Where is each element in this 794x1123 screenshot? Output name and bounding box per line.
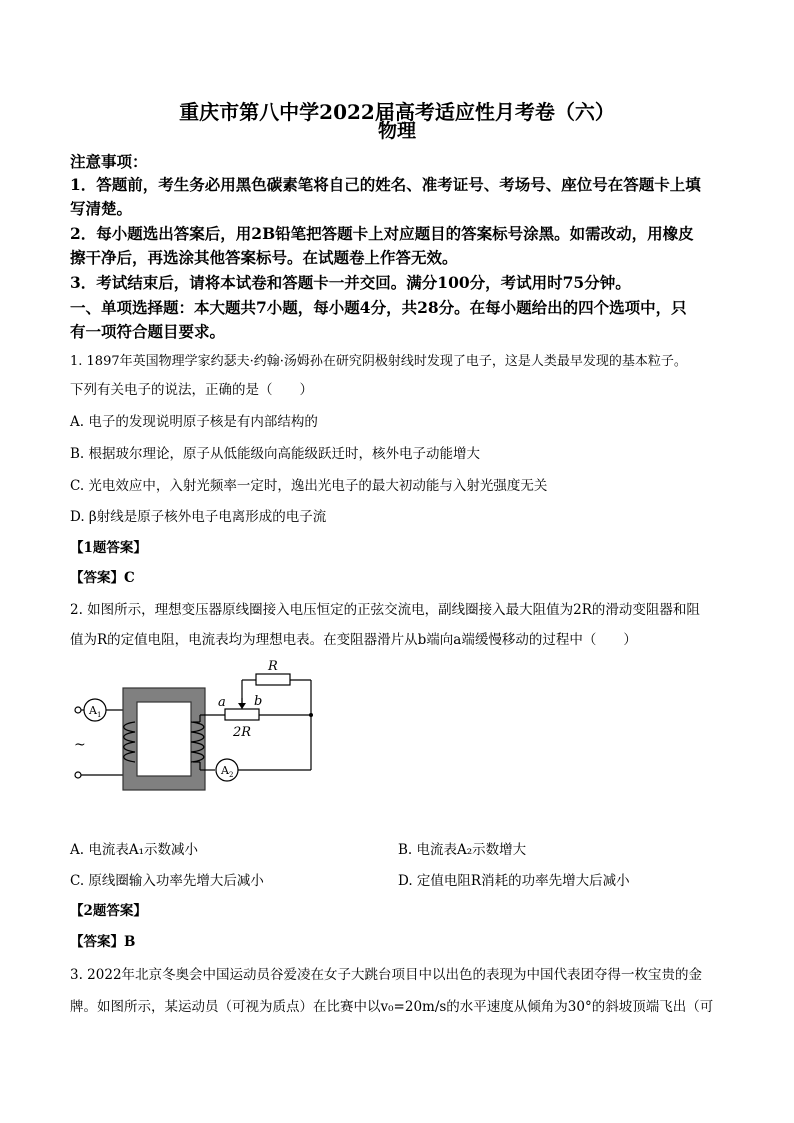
q2-answer-tag: 【2题答案】 <box>70 903 147 919</box>
subject-title: 物理 <box>377 120 416 142</box>
label-a1: A <box>89 704 97 717</box>
terminal-bottom <box>75 772 81 778</box>
section-heading-cont: 有一项符合题目要求。 <box>70 322 226 341</box>
ac-source-icon: ~ <box>74 737 86 753</box>
q1-answer: 【答案】C <box>70 570 135 586</box>
label-2r: 2R <box>233 725 252 740</box>
notice-item-2: 2．每小题选出答案后，用2B铅笔把答题卡上对应题目的答案标号涂黑。如需改动，用橡皮 <box>70 224 694 243</box>
label-r: R <box>268 659 278 674</box>
notice-item-1: 1．答题前，考生务必用黑色碳素笔将自己的姓名、准考证号、考场号、座位号在答题卡上填 <box>70 175 701 194</box>
label-a1-sub: 1 <box>97 711 102 719</box>
slider-arrow <box>238 703 246 709</box>
q3-stem: 3. 2022年北京冬奥会中国运动员谷爱凌在女子大跳台项目中以出色的表现为中国代表团夺得一枚宝贵的金 <box>70 967 703 983</box>
q1-option-c: C. 光电效应中，入射光频率一定时，逸出光电子的最大初动能与入射光强度无关 <box>70 478 548 494</box>
notice-item-1-cont: 写清楚。 <box>70 199 133 218</box>
q2-answer: 【答案】B <box>70 934 136 950</box>
q1-option-b: B. 根据玻尔理论，原子从低能级向高能级跃迁时，核外电子动能增大 <box>70 446 481 462</box>
notice-heading: 注意事项： <box>70 152 148 171</box>
q2-option-a: A. 电流表A₁示数减小 <box>70 842 198 858</box>
q2-circuit-figure <box>70 650 330 800</box>
q2-option-d: D. 定值电阻R消耗的功率先增大后减小 <box>398 873 630 889</box>
resistor-r <box>256 674 290 685</box>
q2-stem-cont: 值为R的定值电阻，电流表均为理想电表。在变阻器滑片从b端向a端缓慢移动的过程中（ ） <box>70 632 637 648</box>
label-a2: A <box>221 764 229 777</box>
notice-item-2-cont: 擦干净后，再选涂其他答案标号。在试题卷上作答无效。 <box>70 248 458 267</box>
q2-option-b: B. 电流表A₂示数增大 <box>398 842 527 858</box>
section-heading: 一、单项选择题：本大题共7小题，每小题4分，共28分。在每小题给出的四个选项中，只 <box>70 298 687 317</box>
q1-answer-tag: 【1题答案】 <box>70 540 147 556</box>
q1-option-d: D. β射线是原子核外电子电离形成的电子流 <box>70 509 327 525</box>
q1-option-a: A. 电子的发现说明原子核是有内部结构的 <box>70 414 318 430</box>
label-a2-sub: 2 <box>229 771 234 779</box>
label-b: b <box>254 694 263 709</box>
q2-stem: 2. 如图所示，理想变压器原线圈接入电压恒定的正弦交流电，副线圈接入最大阻值为2R的滑动变阻器和阻 <box>70 602 700 618</box>
q1-stem-cont: 下列有关电子的说法，正确的是（ ） <box>70 382 313 398</box>
rheostat-2r <box>225 709 259 720</box>
q3-stem-cont: 牌。如图所示，某运动员（可视为质点）在比赛中以v₀=20m/s的水平速度从倾角为30°的斜坡顶端飞出（可 <box>70 999 714 1015</box>
q2-option-c: C. 原线圈输入功率先增大后减小 <box>70 873 264 889</box>
terminal-top <box>75 707 81 713</box>
notice-item-3: 3．考试结束后，请将本试卷和答题卡一并交回。满分100分，考试用时75分钟。 <box>70 273 631 292</box>
q1-stem: 1. 1897年英国物理学家约瑟夫·约翰·汤姆孙在研究阴极射线时发现了电子，这是人类最早发现的基本粒子。 <box>70 354 687 369</box>
label-a: a <box>218 695 226 710</box>
page-title: 重庆市第八中学2022届高考适应性月考卷（六） <box>179 100 615 124</box>
